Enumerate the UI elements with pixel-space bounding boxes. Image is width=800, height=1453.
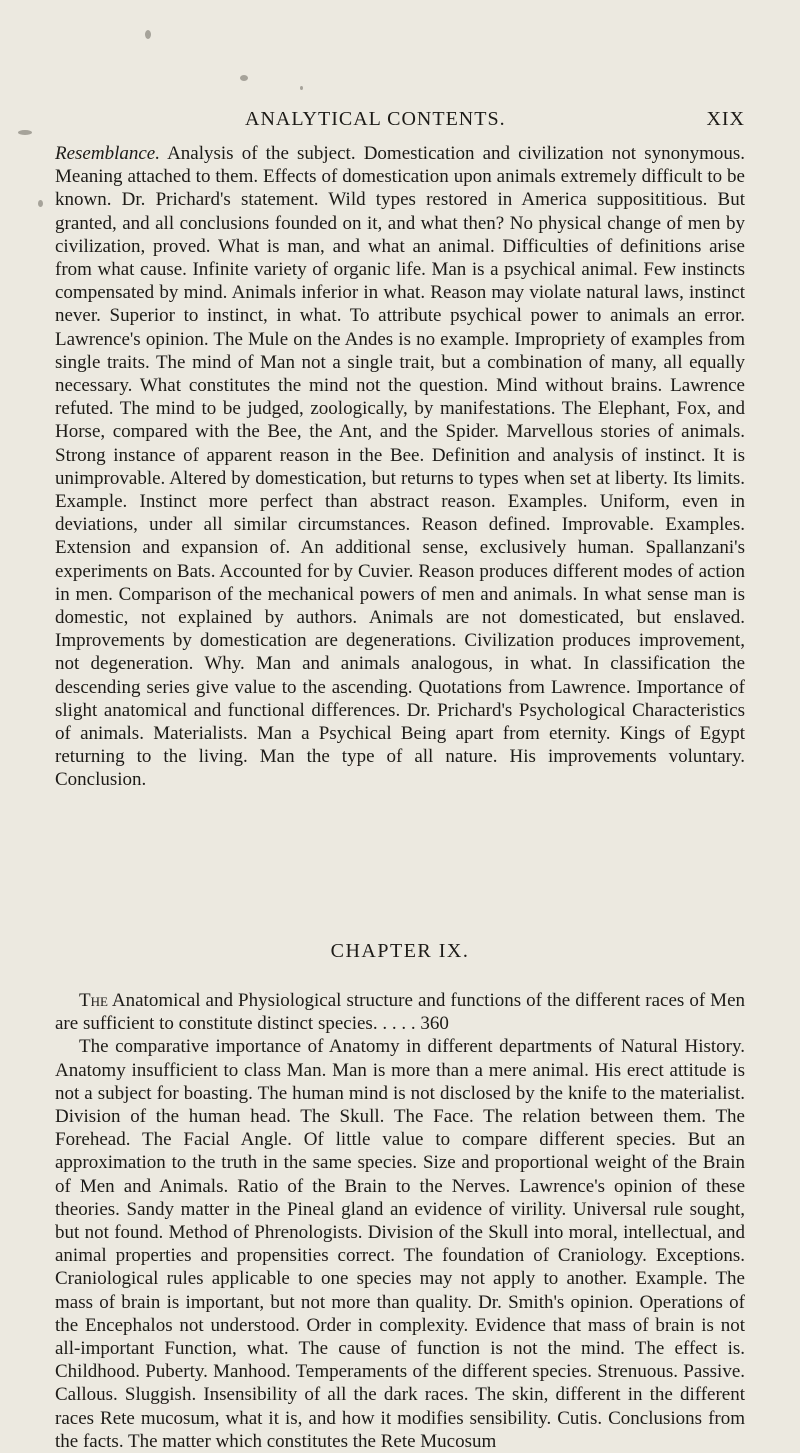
dot-leader: . . . .	[382, 1013, 416, 1035]
chapter-page-reference: 360	[420, 1013, 449, 1035]
section-summary-text: Analysis of the subject. Domestication and civilization not synonymous. Meaning attached to them. Effects of domestication upon animals extremely difficult to be known. Dr. Prichard's statement. Wild types restored in America supposititious. But granted, and all conclusions founded on it, and what then? No physical change of men by civilization, proved. What is man, and what an animal. Difficulties of definitions arise from what cause. Infinite variety of organic life. Man is a psychical animal. Few instincts compensated by mind. Animals inferior in what. Reason may violate natural laws, instinct never. Superior to instinct, in what. To attribute psychical power to animals an error. Lawrence's opinion. The Mule on the Andes is no example. Impropriety of examples from single traits. The mind of Man not a single trait, but a combination of many, all equally necessary. What constitutes the mind not the question. Mind without brains. Lawrence refuted. The mind to be judged, zoologically, by manifestations. The Elephant, Fox, and Horse, compared with the Bee, the Ant, and the Spider. Marvellous stories of animals. Strong instance of apparent reason in the Bee. Definition and analysis of instinct. It is unimprovable. Altered by domestication, but returns to types when set at liberty. Its limits. Example. Instinct more perfect than abstract reason. Examples. Uniform, even in deviations, under all similar circumstances. Reason defined. Improvable. Examples. Extension and expansion of. An additional sense, exclusively human. Spallanzani's experiments on Bats. Accounted for by Cuvier. Reason produces different modes of action in men. Comparison of the mechanical powers of men and animals. In what sense man is domestic, not explained by authors. Animals are not domesticated, but enslaved. Improvements by domestication are degenerations. Civilization produces improvement, not degeneration. Why. Man and animals analogous, in what. In classification the descending series give value to the ascending. Quotations from Lawrence. Importance of slight anatomical and functional differences. Dr. Prichard's Psychological Characteristics of animals. Materialists. Man a Psychical Being apart from eternity. Kings of Egypt returning to the living. Man the type of all nature. His improvements voluntary. Conclusion.	[55, 143, 746, 791]
paper-speck	[18, 130, 32, 135]
section-resemblance-summary	[55, 142, 745, 792]
chapter-lead-word: The	[79, 990, 108, 1011]
chapter-heading: CHAPTER IX.	[330, 940, 470, 962]
running-title: ANALYTICAL CONTENTS.	[245, 108, 506, 130]
chapter-summary	[55, 989, 745, 1453]
chapter-thesis	[55, 989, 745, 1035]
paper-speck	[240, 75, 248, 81]
chapter-contents-text: The comparative importance of Anatomy in different departments of Natural History. Anatomy insufficient to class Man. Man is more than a mere animal. His erect attitude is not a subject for boasting. The human mind is not disclosed by the knife to the materialist. Division of the human head. The Skull. The Face. The relation between them. The Forehead. The Facial Angle. Of little value to compare different species. But an approximation to the truth in the same species. Size and proportional weight of the Brain of Men and Animals. Ratio of the Brain to the Nerves. Lawrence's opinion of these theories. Sandy matter in the Pineal gland an evidence of virility. Universal rule sought, but not found. Method of Phrenologists. Division of the Skull into moral, intellectual, and animal properties and propensities correct. The foundation of Craniology. Exceptions. Craniological rules applicable to one species may not apply to another. Example. The mass of brain is important, but not more than quality. Dr. Smith's opinion. Operations of the Encephalos not understood. Order in complexity. Evidence that mass of brain is not all-important Function, what. The cause of function is not the mind. The effect is. Childhood. Puberty. Manhood. Temperaments of the different species. Strenuous. Passive. Callous. Sluggish. Insensibility of all the dark races. The skin, different in the different races Rete mucosum, what it is, and how it modifies sensibility. Cutis. Conclusions from the facts. The matter which constitutes the Rete Mucosum	[55, 1036, 745, 1452]
paper-speck	[38, 200, 43, 207]
section-lead-word: Resemblance.	[55, 143, 160, 164]
paper-speck	[145, 30, 151, 39]
page-number: XIX	[706, 108, 745, 130]
chapter-thesis-text: Anatomical and Physiological structure and functions of the different races of Men are sufficient to constitute distinct species.	[55, 990, 745, 1035]
paper-speck	[300, 86, 303, 90]
